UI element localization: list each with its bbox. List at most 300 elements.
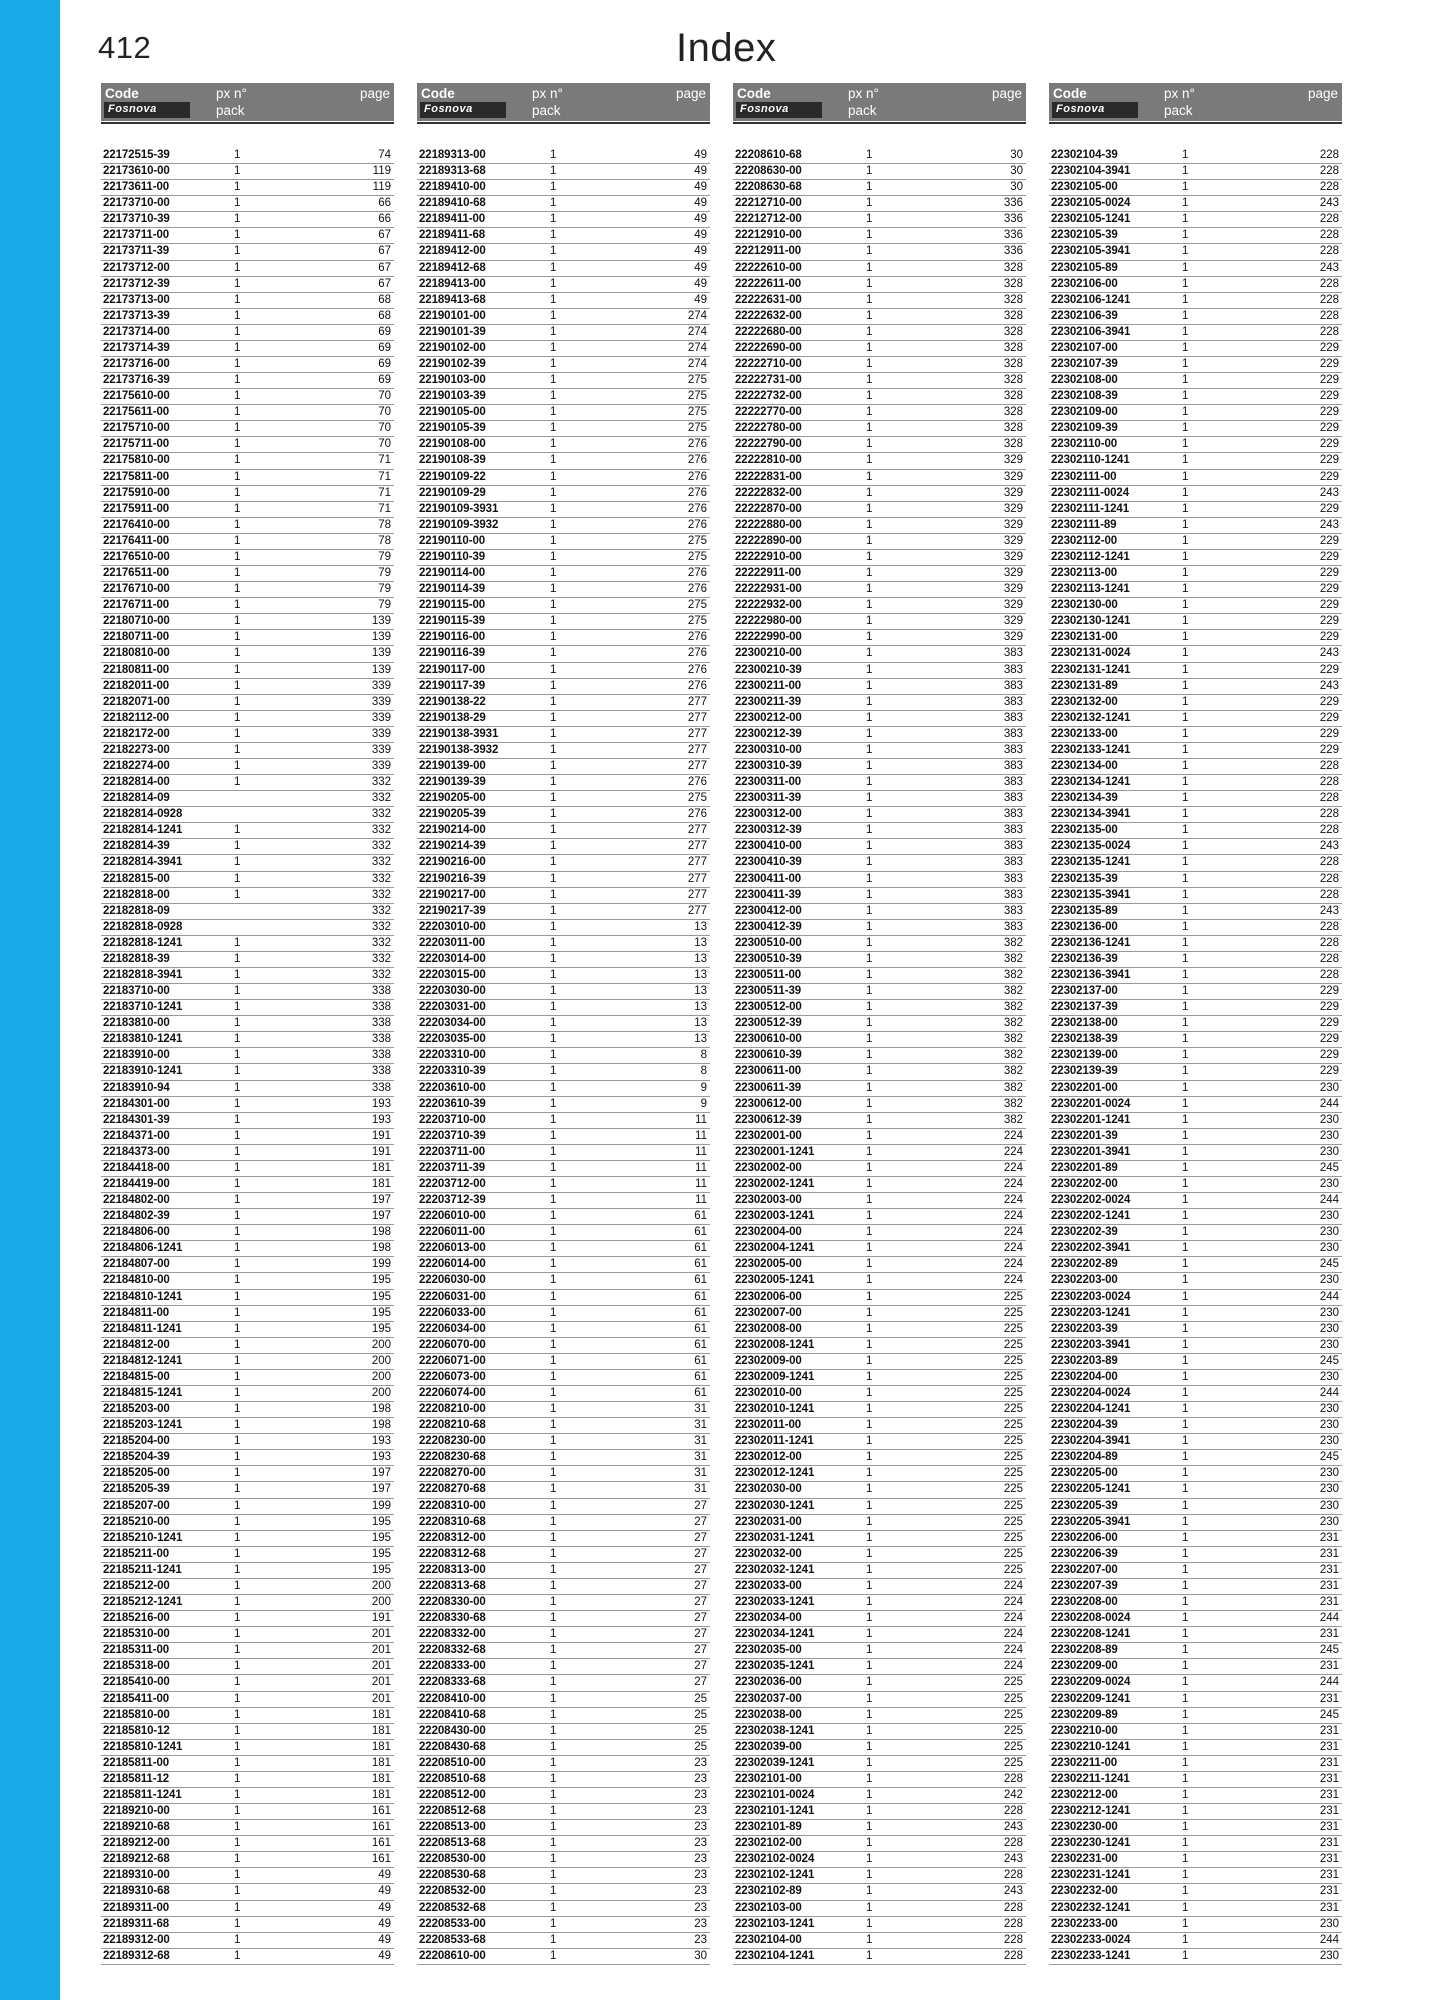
item-code: 22302134-3941 [1051, 808, 1131, 821]
page-ref: 70 [378, 406, 391, 419]
pack-count: 1 [550, 406, 557, 419]
page-ref: 230 [1319, 1917, 1339, 1930]
item-code: 22302111-89 [1051, 518, 1117, 531]
page-ref: 383 [1003, 920, 1023, 933]
item-code: 22222931-00 [735, 583, 802, 596]
page-ref: 23 [694, 1933, 707, 1946]
item-code: 22302204-3941 [1051, 1435, 1131, 1448]
item-code: 22302208-00 [1051, 1596, 1118, 1609]
index-row [417, 1466, 710, 1482]
page-ref: 230 [1319, 1242, 1339, 1255]
page-ref: 231 [1319, 1740, 1339, 1753]
item-code: 22176711-00 [103, 599, 170, 612]
page-ref: 61 [694, 1242, 707, 1255]
pack-count: 1 [1182, 518, 1189, 531]
item-code: 22182273-00 [103, 743, 170, 756]
item-code: 22190216-00 [419, 856, 486, 869]
pack-count: 1 [234, 325, 241, 338]
pack-count: 1 [866, 1708, 873, 1721]
index-row [417, 1820, 710, 1836]
item-code: 22184815-00 [103, 1370, 170, 1383]
pack-count: 1 [866, 406, 873, 419]
header-code: Code [105, 86, 139, 101]
index-row [417, 1000, 710, 1016]
item-code: 22302205-39 [1051, 1499, 1118, 1512]
item-code: 22208410-68 [419, 1708, 486, 1721]
pack-count: 1 [234, 1354, 241, 1367]
page-ref: 229 [1319, 1001, 1339, 1014]
page-ref: 231 [1319, 1885, 1339, 1898]
item-code: 22182274-00 [103, 759, 170, 772]
item-code: 22302209-0024 [1051, 1676, 1131, 1689]
page-ref: 336 [1003, 229, 1023, 242]
index-row [417, 695, 710, 711]
index-row [1049, 1081, 1342, 1097]
item-code: 22185203-1241 [103, 1419, 183, 1432]
item-code: 22302231-00 [1051, 1853, 1118, 1866]
page-ref: 228 [1319, 245, 1339, 258]
pack-count: 1 [866, 1419, 873, 1432]
pack-count: 1 [550, 1242, 557, 1255]
page-ref: 195 [371, 1515, 391, 1528]
page-ref: 25 [694, 1692, 707, 1705]
pack-count: 1 [234, 840, 241, 853]
header-page: page [1307, 86, 1338, 101]
page-ref: 229 [1319, 1017, 1339, 1030]
page-ref: 11 [695, 1129, 707, 1142]
index-row [733, 148, 1026, 164]
pack-count: 1 [1182, 245, 1189, 258]
page-ref: 231 [1319, 1821, 1339, 1834]
page-ref: 230 [1319, 1435, 1339, 1448]
pack-count: 1 [1182, 1772, 1189, 1785]
item-code: 22302206-39 [1051, 1547, 1118, 1560]
header-px: px n° [1164, 86, 1195, 101]
pack-count: 1 [234, 1226, 241, 1239]
header-pack: pack [532, 103, 561, 118]
page-ref: 27 [694, 1644, 707, 1657]
item-code: 22302033-1241 [735, 1596, 815, 1609]
item-code: 22302104-1241 [735, 1949, 815, 1962]
page-ref: 382 [1003, 1113, 1023, 1126]
item-code: 22302135-0024 [1051, 840, 1131, 853]
index-row [417, 775, 710, 791]
page-ref: 11 [695, 1145, 707, 1158]
item-code: 22302136-39 [1051, 952, 1118, 965]
pack-count: 1 [234, 502, 241, 515]
pack-count: 1 [550, 1017, 557, 1030]
page-ref: 225 [1003, 1547, 1023, 1560]
pack-count: 1 [234, 1001, 241, 1014]
item-code: 22302131-0024 [1051, 647, 1131, 660]
index-row [101, 502, 394, 518]
pack-count: 1 [234, 181, 241, 194]
page-ref: 243 [1319, 679, 1339, 692]
page-ref: 181 [371, 1161, 391, 1174]
index-row [101, 952, 394, 968]
page-ref: 67 [378, 229, 391, 242]
pack-count: 1 [234, 390, 241, 403]
index-row [733, 196, 1026, 212]
page-ref: 229 [1319, 695, 1339, 708]
pack-count: 1 [234, 1740, 241, 1753]
item-code: 22189312-68 [103, 1949, 170, 1962]
page-ref: 382 [1003, 1033, 1023, 1046]
pack-count: 1 [1182, 1338, 1189, 1351]
item-code: 22222770-00 [735, 406, 802, 419]
pack-count: 1 [866, 1435, 873, 1448]
item-code: 22302230-1241 [1051, 1837, 1131, 1850]
page-ref: 195 [371, 1274, 391, 1287]
page-ref: 229 [1319, 615, 1339, 628]
page-ref: 228 [1003, 1933, 1023, 1946]
pack-count: 1 [1182, 1387, 1189, 1400]
item-code: 22189412-68 [419, 261, 486, 274]
index-row [101, 550, 394, 566]
item-code: 22190109-3932 [419, 518, 499, 531]
pack-count: 1 [550, 1161, 557, 1174]
index-row [733, 309, 1026, 325]
index-row [1049, 807, 1342, 823]
item-code: 22182814-3941 [103, 856, 183, 869]
header-rule [733, 122, 1026, 124]
item-code: 22208312-00 [419, 1531, 486, 1544]
index-row [417, 1499, 710, 1515]
index-row [733, 695, 1026, 711]
pack-count: 1 [866, 1178, 873, 1190]
index-row [1049, 277, 1342, 293]
index-row [101, 405, 394, 421]
item-code: 22302130-1241 [1051, 615, 1131, 628]
page-ref: 224 [1003, 1161, 1023, 1174]
page-ref: 243 [1319, 261, 1339, 274]
item-code: 22175611-00 [103, 406, 170, 419]
pack-count: 1 [234, 1901, 241, 1914]
pack-count: 1 [550, 181, 557, 194]
page-ref: 225 [1003, 1338, 1023, 1351]
page-ref: 70 [378, 438, 391, 451]
page-ref: 231 [1319, 1805, 1339, 1818]
pack-count: 1 [866, 840, 873, 853]
page-ref: 332 [371, 968, 391, 981]
page-ref: 228 [1319, 936, 1339, 949]
index-row [1049, 888, 1342, 904]
item-code: 22300412-39 [735, 920, 802, 933]
item-code: 22222632-00 [735, 309, 802, 322]
index-row [101, 1081, 394, 1097]
index-row [1049, 1290, 1342, 1306]
page-ref: 139 [371, 631, 391, 644]
page-ref: 8 [700, 1065, 707, 1078]
pack-count: 1 [234, 1515, 241, 1528]
item-code: 22183910-00 [103, 1049, 170, 1062]
page-ref: 276 [687, 808, 707, 821]
pack-count: 1 [1182, 743, 1189, 756]
page-ref: 228 [1003, 1772, 1023, 1785]
item-code: 22185204-39 [103, 1451, 170, 1464]
index-row [733, 1917, 1026, 1933]
pack-count: 1 [1182, 454, 1189, 467]
page-ref: 13 [694, 968, 707, 981]
pack-count: 1 [866, 165, 873, 178]
page-ref: 70 [378, 390, 391, 403]
pack-count: 1 [866, 1644, 873, 1657]
index-row [101, 1563, 394, 1579]
index-row [1049, 421, 1342, 437]
item-code: 22182011-00 [103, 679, 170, 692]
page-ref: 339 [371, 679, 391, 692]
pack-count: 1 [1182, 534, 1189, 547]
pack-count: 1 [234, 1129, 241, 1142]
page-ref: 230 [1319, 1081, 1339, 1094]
index-row [417, 1032, 710, 1048]
pack-count: 1 [866, 1081, 873, 1094]
item-code: 22190116-39 [419, 647, 486, 660]
pack-count: 1 [550, 1483, 557, 1496]
page-ref: 276 [687, 486, 707, 499]
pack-count: 1 [550, 872, 557, 885]
page-ref: 229 [1319, 422, 1339, 435]
page-ref: 243 [1319, 904, 1339, 917]
pack-count: 1 [866, 1628, 873, 1641]
page-ref: 25 [694, 1708, 707, 1721]
pack-count: 1 [1182, 341, 1189, 354]
item-code: 22302203-0024 [1051, 1290, 1131, 1303]
index-row [733, 984, 1026, 1000]
page-ref: 228 [1319, 792, 1339, 805]
item-code: 22182814-09 [103, 792, 170, 805]
index-column-3 [733, 83, 1026, 1965]
index-row [101, 839, 394, 855]
index-row [1049, 1595, 1342, 1611]
item-code: 22302111-00 [1051, 470, 1117, 483]
item-code: 22185204-00 [103, 1435, 170, 1448]
pack-count: 1 [234, 1579, 241, 1592]
index-row [417, 1708, 710, 1724]
index-row [417, 1402, 710, 1418]
item-code: 22222731-00 [735, 374, 802, 387]
page-ref: 199 [371, 1499, 391, 1512]
page-ref: 225 [1003, 1499, 1023, 1512]
pack-count: 1 [1182, 1419, 1189, 1432]
index-row [101, 1531, 394, 1547]
page-ref: 229 [1319, 1049, 1339, 1062]
index-row [101, 1627, 394, 1643]
page-ref: 245 [1319, 1644, 1339, 1657]
item-code: 22184373-00 [103, 1145, 170, 1158]
page-ref: 197 [371, 1483, 391, 1496]
pack-count: 1 [550, 663, 557, 676]
pack-count: 1 [866, 1612, 873, 1625]
pack-count: 1 [1182, 1853, 1189, 1866]
index-rows [733, 148, 1026, 1965]
pack-count: 1 [866, 727, 873, 740]
item-code: 22222980-00 [735, 615, 802, 628]
index-row [733, 486, 1026, 502]
page-ref: 332 [371, 824, 391, 837]
item-code: 22222710-00 [735, 358, 802, 371]
page-ref: 231 [1319, 1756, 1339, 1769]
pack-count: 1 [1182, 695, 1189, 708]
page-ref: 201 [371, 1660, 391, 1673]
index-row [1049, 1804, 1342, 1820]
pack-count: 1 [1182, 968, 1189, 981]
index-row [1049, 1129, 1342, 1145]
page-ref: 49 [378, 1869, 391, 1882]
item-code: 22176411-00 [103, 534, 170, 547]
item-code: 22189411-00 [419, 213, 486, 226]
page-ref: 225 [1003, 1740, 1023, 1753]
page-ref: 229 [1319, 550, 1339, 563]
pack-count: 1 [234, 1596, 241, 1609]
item-code: 22300511-00 [735, 968, 802, 981]
item-code: 22302131-89 [1051, 679, 1118, 692]
item-code: 22302201-00 [1051, 1081, 1118, 1094]
page-ref: 228 [1319, 888, 1339, 901]
blue-side-bar [0, 0, 60, 2000]
index-row [1049, 1740, 1342, 1756]
index-row [101, 1418, 394, 1434]
page-ref: 243 [1319, 486, 1339, 499]
index-row [1049, 1627, 1342, 1643]
index-row [1049, 486, 1342, 502]
index-row [1049, 244, 1342, 260]
pack-count: 1 [866, 245, 873, 258]
page-ref: 23 [694, 1756, 707, 1769]
item-code: 22189312-00 [103, 1933, 170, 1946]
index-row [1049, 1000, 1342, 1016]
page-ref: 225 [1003, 1483, 1023, 1496]
index-row [733, 1708, 1026, 1724]
index-row [1049, 148, 1342, 164]
pack-count: 1 [866, 888, 873, 901]
pack-count: 1 [866, 1097, 873, 1110]
page-ref: 193 [371, 1435, 391, 1448]
pack-count: 1 [1182, 1467, 1189, 1480]
index-row [733, 1450, 1026, 1466]
pack-count: 1 [550, 824, 557, 837]
pack-count: 1 [1182, 358, 1189, 371]
index-row [417, 1724, 710, 1740]
pack-count: 1 [866, 695, 873, 708]
index-row [1049, 1241, 1342, 1257]
pack-count: 1 [1182, 374, 1189, 387]
item-code: 22206030-00 [419, 1274, 486, 1287]
pack-count: 1 [550, 1113, 557, 1126]
page-ref: 61 [694, 1226, 707, 1239]
item-code: 22208513-68 [419, 1837, 486, 1850]
page-ref: 228 [1319, 165, 1339, 178]
index-row [733, 1241, 1026, 1257]
pack-count: 1 [1182, 1001, 1189, 1014]
pack-count: 1 [550, 1226, 557, 1239]
page-ref: 230 [1319, 1483, 1339, 1496]
page-ref: 336 [1003, 245, 1023, 258]
item-code: 22302113-00 [1051, 567, 1118, 580]
page-ref: 31 [694, 1419, 707, 1432]
item-code: 22302203-39 [1051, 1322, 1118, 1335]
pack-count: 1 [234, 776, 241, 789]
index-row [1049, 373, 1342, 389]
pack-count: 1 [1182, 1451, 1189, 1464]
index-row [733, 1290, 1026, 1306]
index-row [1049, 1370, 1342, 1386]
item-code: 22175710-00 [103, 422, 170, 435]
item-code: 22302204-89 [1051, 1451, 1118, 1464]
item-code: 22302133-1241 [1051, 743, 1131, 756]
page-ref: 276 [687, 438, 707, 451]
index-row [1049, 293, 1342, 309]
page-ref: 61 [694, 1210, 707, 1223]
item-code: 22302037-00 [735, 1692, 802, 1705]
item-code: 22302202-89 [1051, 1258, 1118, 1271]
pack-count: 1 [1182, 1547, 1189, 1560]
index-row [417, 1418, 710, 1434]
item-code: 22300310-39 [735, 759, 802, 772]
page-ref: 224 [1003, 1129, 1023, 1142]
item-code: 22302205-3941 [1051, 1515, 1131, 1528]
pack-count: 1 [866, 872, 873, 885]
item-code: 22302209-89 [1051, 1708, 1118, 1721]
index-row [733, 1322, 1026, 1338]
index-row [733, 663, 1026, 679]
page-ref: 71 [378, 470, 391, 483]
page-ref: 27 [694, 1596, 707, 1609]
index-row [733, 421, 1026, 437]
index-row [417, 1434, 710, 1450]
item-code: 22208333-00 [419, 1660, 486, 1673]
item-code: 22182818-39 [103, 952, 170, 965]
pack-count: 1 [550, 1901, 557, 1914]
page-ref: 242 [1003, 1788, 1023, 1801]
index-row [1049, 582, 1342, 598]
page-ref: 49 [378, 1885, 391, 1898]
pack-count: 1 [1182, 856, 1189, 869]
page-ref: 229 [1319, 567, 1339, 580]
page-ref: 230 [1319, 1129, 1339, 1142]
page-ref: 61 [694, 1387, 707, 1400]
index-row [101, 1868, 394, 1884]
page-ref: 277 [687, 856, 707, 869]
page-ref: 329 [1003, 470, 1023, 483]
index-row [733, 1306, 1026, 1322]
index-rows [417, 148, 710, 1965]
pack-count: 1 [866, 1161, 873, 1174]
item-code: 22222832-00 [735, 486, 802, 499]
index-row [417, 1370, 710, 1386]
index-row [417, 405, 710, 421]
item-code: 22222810-00 [735, 454, 802, 467]
pack-count: 1 [550, 1258, 557, 1271]
pack-count: 1 [550, 1065, 557, 1078]
pack-count: 1 [550, 631, 557, 644]
header-code: Code [1053, 86, 1087, 101]
pack-count: 1 [234, 1194, 241, 1207]
index-row [733, 453, 1026, 469]
pack-count: 1 [234, 261, 241, 274]
index-row [1049, 759, 1342, 775]
index-row [417, 823, 710, 839]
item-code: 22302035-00 [735, 1644, 802, 1657]
index-row [417, 148, 710, 164]
item-code: 22182172-00 [103, 727, 170, 740]
page-ref: 275 [687, 615, 707, 628]
index-row [1049, 1306, 1342, 1322]
index-row [1049, 1772, 1342, 1788]
page-ref: 332 [371, 952, 391, 965]
header-rule [417, 122, 710, 124]
pack-count: 1 [1182, 406, 1189, 419]
